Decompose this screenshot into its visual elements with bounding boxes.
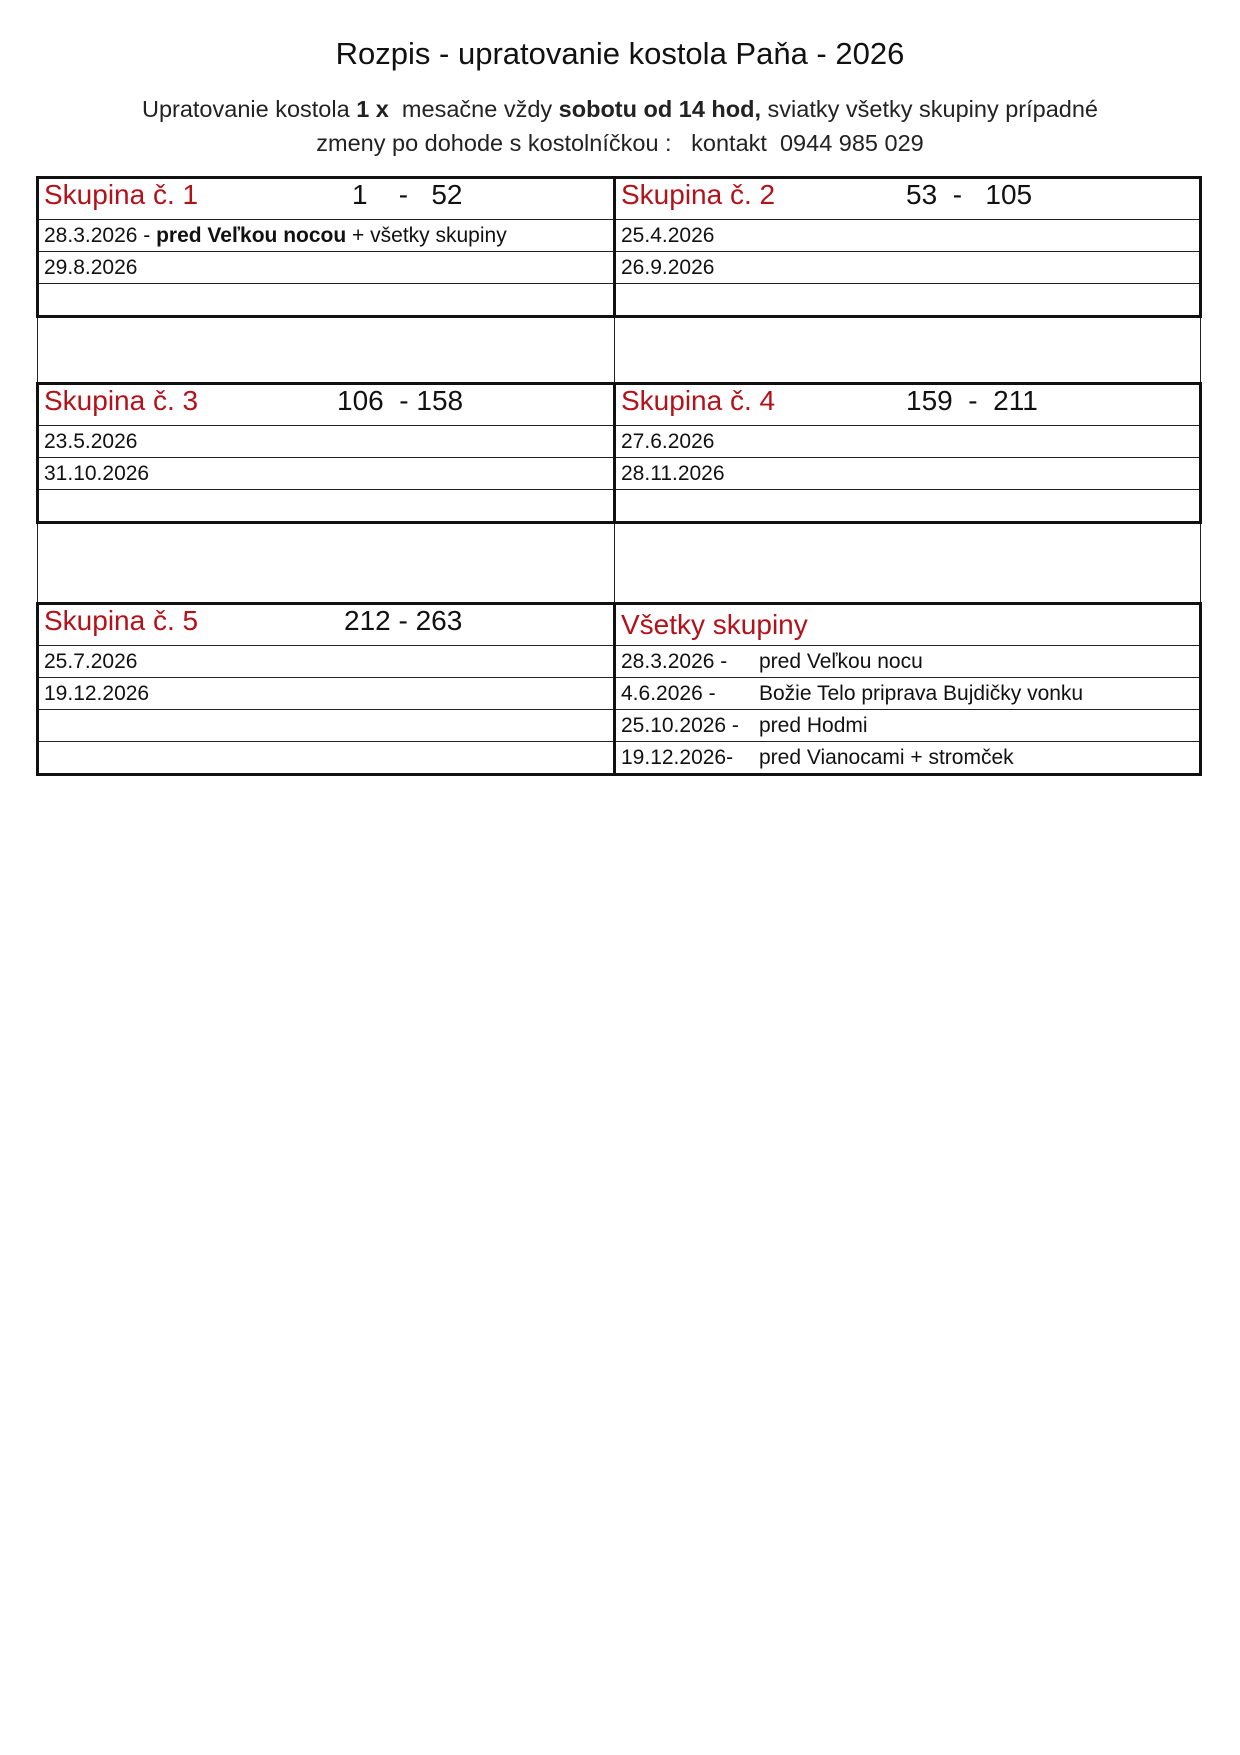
- intro-line-2: zmeny po dohode s kostolníčkou : kontakt 0944 985 029: [316, 130, 924, 156]
- all-groups-entry-4: [615, 742, 1201, 775]
- intro-part: mesačne vždy: [388, 96, 559, 122]
- empty-cell: [38, 742, 615, 775]
- group-1-name: Skupina č. 1: [44, 179, 199, 210]
- group-1-date-1: [38, 220, 615, 252]
- group-2-range: 53 - 105: [906, 179, 1033, 210]
- date: 28.3.2026 -: [44, 223, 157, 247]
- date: 19.12.2026-: [621, 745, 734, 769]
- empty-cell: [38, 284, 615, 317]
- empty-cell: [615, 284, 1201, 317]
- table-row: [38, 220, 1201, 252]
- group-5-header: [38, 604, 615, 646]
- group-3-range: 106 - 158: [337, 385, 464, 416]
- page-title: Rozpis - upratovanie kostola Paňa - 2026: [335, 36, 905, 71]
- table-row: [38, 742, 1201, 775]
- group-1-header: [38, 178, 615, 220]
- group-1-date-2: 29.8.2026: [38, 252, 615, 284]
- group-3-header: [38, 384, 615, 426]
- group-2-date-2: 26.9.2026: [615, 252, 1201, 284]
- group-3-date-2: 31.10.2026: [38, 458, 615, 490]
- intro-text: [0, 92, 1240, 160]
- note: Božie Telo priprava Bujdičky vonku: [759, 681, 1084, 705]
- group-2-name: Skupina č. 2: [621, 179, 776, 210]
- intro-frequency: 1 x: [356, 96, 389, 122]
- group-4-date-1: 27.6.2026: [615, 426, 1201, 458]
- table-row: [38, 252, 1201, 284]
- note-highlight: pred Veľkou nocou: [156, 223, 347, 247]
- note: + všetky skupiny: [346, 223, 507, 247]
- empty-cell: [615, 523, 1201, 604]
- group-5-range: 212 - 263: [344, 605, 463, 636]
- date: 25.10.2026 -: [621, 713, 739, 737]
- all-groups-entry-3: [615, 710, 1201, 742]
- intro-time: sobotu od 14 hod,: [558, 96, 762, 122]
- group-3-date-1: 23.5.2026: [38, 426, 615, 458]
- empty-cell: [615, 317, 1201, 384]
- date: 4.6.2026 -: [621, 681, 716, 705]
- group-1-range: 1 - 52: [352, 179, 463, 210]
- group-5-date-2: 19.12.2026: [38, 678, 615, 710]
- table-row: [38, 646, 1201, 678]
- empty-cell: [38, 317, 615, 384]
- note: pred Vianocami + stromček: [759, 745, 1014, 769]
- empty-cell: [615, 490, 1201, 523]
- table-row: [38, 604, 1201, 646]
- note: pred Veľkou nocu: [759, 649, 923, 673]
- group-4-range: 159 - 211: [906, 385, 1038, 416]
- empty-cell: [38, 710, 615, 742]
- all-groups-name: Všetky skupiny: [621, 609, 808, 640]
- table-row: [38, 458, 1201, 490]
- table-row: [38, 284, 1201, 317]
- table-row: [38, 384, 1201, 426]
- all-groups-entry-1: [615, 646, 1201, 678]
- date: 28.3.2026 -: [621, 649, 728, 673]
- group-4-name: Skupina č. 4: [621, 385, 776, 416]
- group-2-header: [615, 178, 1201, 220]
- note: pred Hodmi: [759, 713, 868, 737]
- table-row: [38, 710, 1201, 742]
- group-4-date-2: 28.11.2026: [615, 458, 1201, 490]
- spacer-row: [38, 523, 1201, 604]
- spacer-row: [38, 317, 1201, 384]
- all-groups-header: [615, 604, 1201, 646]
- group-2-date-1: 25.4.2026: [615, 220, 1201, 252]
- all-groups-entry-2: [615, 678, 1201, 710]
- group-5-date-1: 25.7.2026: [38, 646, 615, 678]
- group-3-name: Skupina č. 3: [44, 385, 199, 416]
- empty-cell: [38, 523, 615, 604]
- schedule-table: [36, 176, 1202, 776]
- table-row: [38, 490, 1201, 523]
- table-row: [38, 678, 1201, 710]
- table-row: [38, 426, 1201, 458]
- group-5-name: Skupina č. 5: [44, 605, 199, 636]
- empty-cell: [38, 490, 615, 523]
- group-4-header: [615, 384, 1201, 426]
- intro-part: sviatky všetky skupiny prípadné: [761, 96, 1099, 122]
- table-row: [38, 178, 1201, 220]
- intro-line-1: [0, 92, 1240, 126]
- intro-part: Upratovanie kostola: [141, 96, 357, 122]
